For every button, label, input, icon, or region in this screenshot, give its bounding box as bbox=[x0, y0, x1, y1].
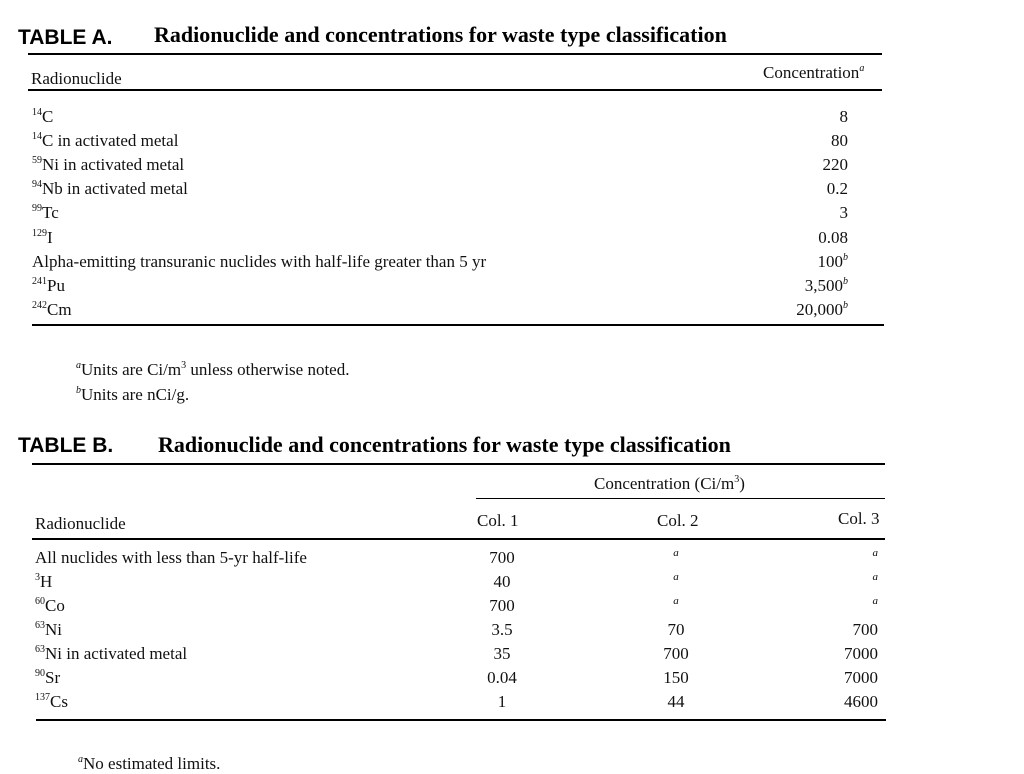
nuclide-name: Alpha-emitting transuranic nuclides with half-life greater than 5 yr bbox=[32, 251, 487, 271]
table-a-row-concentration bbox=[760, 155, 848, 175]
nuclide-name: Co bbox=[45, 596, 65, 615]
concentration-value: 80 bbox=[831, 131, 848, 151]
table-a-bottom-rule bbox=[32, 324, 884, 326]
concentration-value: 44 bbox=[667, 692, 685, 711]
concentration-value: 3 bbox=[839, 203, 848, 223]
isotope-mass-number: 3 bbox=[35, 572, 40, 583]
table-a-row-concentration bbox=[760, 179, 848, 199]
table-b-title: Radionuclide and concentrations for waste type classification bbox=[158, 432, 731, 457]
table-b-row-col1 bbox=[462, 596, 542, 616]
table-a-header-rule bbox=[28, 89, 882, 91]
table-b-row-col1 bbox=[462, 548, 542, 568]
concentration-value: 20,000 bbox=[796, 299, 843, 319]
table-a-row-name bbox=[32, 155, 184, 175]
footnote-mark: a bbox=[76, 360, 81, 371]
table-b-header-col3: Col. 3 bbox=[838, 509, 880, 528]
table-a-row-concentration bbox=[760, 131, 848, 151]
table-a-title: Radionuclide and concentrations for waste type classification bbox=[154, 22, 727, 47]
footnote-text: No estimated limits. bbox=[83, 754, 221, 773]
table-a-row-concentration bbox=[760, 228, 848, 248]
isotope-mass-number: 63 bbox=[35, 620, 45, 631]
table-a-row-concentration bbox=[760, 203, 848, 223]
concentration-value: 3.5 bbox=[491, 620, 513, 639]
footnote-mark: a bbox=[872, 595, 878, 607]
table-a-row-concentration bbox=[760, 300, 848, 320]
table-a-row-name bbox=[32, 228, 53, 248]
table-a-header-concentration bbox=[763, 63, 864, 83]
concentration-value: 3,500 bbox=[804, 275, 843, 295]
footnote-mark: a bbox=[872, 547, 878, 559]
table-b-header-radionuclide: Radionuclide bbox=[35, 514, 126, 533]
table-a-row-concentration bbox=[760, 252, 848, 272]
footnote-mark: b bbox=[843, 299, 848, 311]
concentration-value: 0.08 bbox=[818, 227, 848, 247]
table-b-row-col2 bbox=[636, 572, 716, 592]
table-b-footnote bbox=[78, 754, 220, 774]
concentration-value: 1 bbox=[497, 692, 507, 711]
footnote-mark: a bbox=[673, 547, 679, 559]
nuclide-name: Ni bbox=[45, 620, 62, 639]
table-a-top-rule bbox=[28, 53, 882, 55]
concentration-value: 70 bbox=[667, 620, 685, 639]
isotope-mass-number: 14 bbox=[32, 131, 42, 143]
table-b-row-name bbox=[35, 644, 187, 664]
table-b-row-name bbox=[35, 668, 60, 688]
footnote-text: Units are Ci/m bbox=[81, 360, 182, 379]
table-b-row-col3 bbox=[796, 692, 878, 712]
table-b-row-col2 bbox=[636, 548, 716, 568]
isotope-mass-number: 90 bbox=[35, 668, 45, 679]
table-b-label: TABLE B. bbox=[18, 434, 114, 457]
table-b-row-col1 bbox=[462, 644, 542, 664]
footnote-mark: b bbox=[843, 251, 848, 263]
nuclide-name: C in activated metal bbox=[42, 131, 179, 151]
footnote-mark: b bbox=[843, 275, 848, 287]
nuclide-name: All nuclides with less than 5-yr half-life bbox=[35, 548, 307, 567]
concentration-value: 35 bbox=[493, 644, 511, 663]
concentration-value: 40 bbox=[493, 572, 511, 591]
concentration-value: 700 bbox=[663, 644, 689, 663]
nuclide-name: Ni in activated metal bbox=[42, 155, 185, 175]
isotope-mass-number: 242 bbox=[32, 299, 47, 311]
nuclide-name: Sr bbox=[45, 668, 61, 687]
nuclide-name: Nb in activated metal bbox=[42, 179, 188, 199]
footnote-exponent: 3 bbox=[181, 360, 187, 371]
table-a-row-name bbox=[32, 252, 486, 272]
table-b-bottom-rule bbox=[36, 719, 886, 721]
table-b-row-col2 bbox=[636, 668, 716, 688]
table-b-row-col3 bbox=[796, 644, 878, 664]
isotope-mass-number: 94 bbox=[32, 179, 42, 191]
footnote-mark: a bbox=[78, 754, 83, 765]
table-a-header-footnote-mark: a bbox=[859, 63, 865, 74]
table-a-header-concentration-text: Concentration bbox=[763, 63, 860, 82]
table-b-row-col3 bbox=[796, 596, 878, 616]
footnote-mark: a bbox=[872, 571, 878, 583]
table-a-label: TABLE A. bbox=[18, 26, 113, 49]
table-b-row-col1 bbox=[462, 668, 542, 688]
nuclide-name: H bbox=[40, 572, 53, 591]
table-a-row-concentration bbox=[760, 107, 848, 127]
isotope-mass-number: 241 bbox=[32, 275, 47, 287]
concentration-value: 700 bbox=[489, 548, 515, 567]
table-a-row-name bbox=[32, 107, 53, 127]
table-a-row-name bbox=[32, 179, 188, 199]
nuclide-name: Cm bbox=[47, 299, 72, 319]
table-b-row-col1 bbox=[462, 572, 542, 592]
concentration-value: 700 bbox=[489, 596, 515, 615]
table-b-row-col1 bbox=[462, 620, 542, 640]
table-b-row-col3 bbox=[796, 548, 878, 568]
isotope-mass-number: 63 bbox=[35, 644, 45, 655]
concentration-value: 4600 bbox=[844, 692, 878, 711]
nuclide-name: I bbox=[47, 227, 53, 247]
table-b-header-col1: Col. 1 bbox=[477, 511, 519, 530]
table-b-row-col3 bbox=[796, 668, 878, 688]
table-a-row-name bbox=[32, 276, 65, 296]
table-b-row-name bbox=[35, 620, 62, 640]
table-a-header-radionuclide: Radionuclide bbox=[31, 69, 122, 88]
footnote-text: Units are nCi/g. bbox=[81, 385, 190, 404]
concentration-value: 100 bbox=[817, 251, 843, 271]
table-b-row-col3 bbox=[796, 572, 878, 592]
table-b-row-col2 bbox=[636, 620, 716, 640]
isotope-mass-number: 99 bbox=[32, 203, 42, 215]
concentration-value: 0.2 bbox=[826, 179, 848, 199]
table-b-row-name bbox=[35, 692, 68, 712]
footnote-text-end: unless otherwise noted. bbox=[186, 360, 350, 379]
nuclide-name: Ni in activated metal bbox=[45, 644, 188, 663]
concentration-value: 8 bbox=[839, 107, 848, 126]
table-b-group-header bbox=[594, 474, 745, 494]
concentration-value: 7000 bbox=[844, 668, 878, 687]
group-header-text: Concentration (Ci/m bbox=[594, 474, 735, 493]
table-b-top-rule bbox=[32, 463, 885, 465]
table-b-row-col2 bbox=[636, 644, 716, 664]
group-header-exponent: 3 bbox=[734, 474, 740, 485]
nuclide-name: C bbox=[42, 107, 54, 126]
isotope-mass-number: 14 bbox=[32, 107, 42, 118]
nuclide-name: Pu bbox=[47, 275, 65, 295]
footnote-mark: b bbox=[76, 385, 81, 396]
isotope-mass-number: 129 bbox=[32, 227, 47, 239]
table-b-row-col2 bbox=[636, 596, 716, 616]
table-b-group-rule bbox=[476, 498, 885, 499]
isotope-mass-number: 60 bbox=[35, 596, 45, 607]
table-b-row-name bbox=[35, 572, 52, 592]
table-a-row-concentration bbox=[760, 276, 848, 296]
concentration-value: 700 bbox=[852, 620, 878, 639]
isotope-mass-number: 137 bbox=[35, 692, 50, 703]
table-b-row-col2 bbox=[636, 692, 716, 712]
concentration-value: 7000 bbox=[844, 644, 878, 663]
isotope-mass-number: 59 bbox=[32, 155, 42, 167]
table-b-header-col2: Col. 2 bbox=[657, 511, 699, 530]
table-b-row-col3 bbox=[796, 620, 878, 640]
footnote-mark: a bbox=[673, 571, 679, 583]
table-b-row-col1 bbox=[462, 692, 542, 712]
nuclide-name: Cs bbox=[50, 692, 68, 711]
table-a-row-name bbox=[32, 131, 178, 151]
table-a-footnote-a bbox=[76, 360, 349, 380]
table-a-footnote-b bbox=[76, 385, 189, 405]
concentration-value: 220 bbox=[822, 155, 848, 175]
table-b-header-rule bbox=[32, 538, 885, 540]
footnote-mark: a bbox=[673, 595, 679, 607]
table-b-row-name bbox=[35, 548, 307, 568]
table-a-row-name bbox=[32, 300, 72, 320]
table-b-row-name bbox=[35, 596, 65, 616]
table-a-row-name bbox=[32, 203, 59, 223]
nuclide-name: Tc bbox=[42, 203, 59, 223]
group-header-end: ) bbox=[739, 474, 745, 493]
concentration-value: 0.04 bbox=[487, 668, 517, 687]
concentration-value: 150 bbox=[663, 668, 689, 687]
